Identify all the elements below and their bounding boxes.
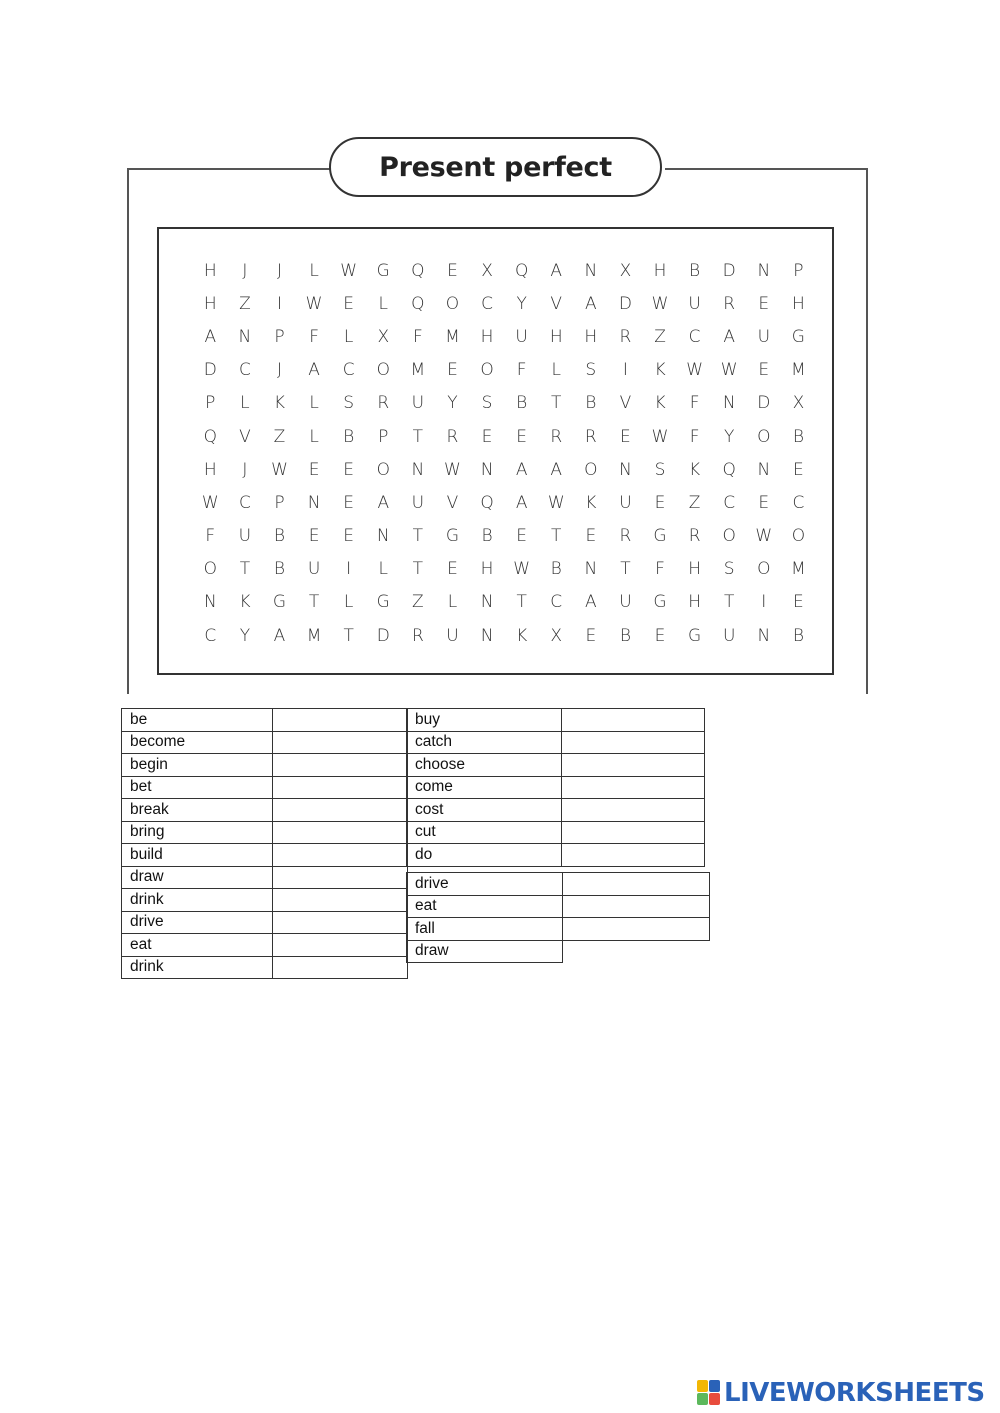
grid-letter[interactable]: R xyxy=(619,526,632,547)
grid-letter[interactable]: T xyxy=(412,559,424,580)
grid-letter[interactable]: H xyxy=(688,559,701,580)
grid-letter[interactable]: S xyxy=(343,393,355,414)
table-row xyxy=(407,844,705,867)
grid-letter[interactable]: A xyxy=(723,326,736,347)
grid-letter[interactable]: W xyxy=(547,492,565,513)
grid-letter[interactable]: P xyxy=(274,326,285,347)
table-row xyxy=(122,956,408,979)
answer-input-cell[interactable] xyxy=(273,911,408,934)
grid-letter[interactable]: L xyxy=(309,426,319,447)
liveworksheets-logo-icon xyxy=(697,1380,721,1406)
grid-letter[interactable]: D xyxy=(203,360,217,381)
grid-letter[interactable]: N xyxy=(757,459,771,480)
grid-letter[interactable]: C xyxy=(688,326,701,347)
answer-input-cell[interactable] xyxy=(273,934,408,957)
table-row xyxy=(122,844,408,867)
answer-input-cell[interactable] xyxy=(562,709,705,732)
grid-letter[interactable]: T xyxy=(724,592,735,613)
grid-letter[interactable]: U xyxy=(619,492,632,513)
grid-letter[interactable]: L xyxy=(343,592,354,613)
table-row xyxy=(122,754,408,777)
grid-letter[interactable]: I xyxy=(622,360,628,381)
grid-letter[interactable]: K xyxy=(654,393,666,414)
grid-letter[interactable]: D xyxy=(618,293,632,314)
grid-letter[interactable]: G xyxy=(653,592,667,613)
grid-letter[interactable]: P xyxy=(378,426,389,447)
grid-letter[interactable]: R xyxy=(584,426,597,447)
grid-letter[interactable]: H xyxy=(480,326,494,347)
grid-letter[interactable]: Q xyxy=(514,260,529,281)
grid-letter[interactable]: C xyxy=(550,592,563,613)
title-banner xyxy=(329,137,662,197)
grid-letter[interactable]: E xyxy=(447,559,458,580)
answer-input-cell[interactable] xyxy=(562,776,705,799)
table-row xyxy=(407,821,705,844)
verb-cell: choose xyxy=(407,754,562,777)
grid-letter[interactable]: E xyxy=(793,592,804,613)
verb-cell: buy xyxy=(407,709,562,732)
grid-letter[interactable]: T xyxy=(308,592,320,613)
grid-letter[interactable]: T xyxy=(412,426,424,447)
grid-letter[interactable]: C xyxy=(204,625,217,646)
answer-input-cell[interactable] xyxy=(563,873,710,896)
grid-letter[interactable]: N xyxy=(757,260,771,281)
grid-letter[interactable]: F xyxy=(655,559,665,580)
verb-cell: bet xyxy=(122,776,273,799)
verb-cell: drive xyxy=(407,873,563,896)
grid-letter[interactable]: M xyxy=(306,625,322,646)
grid-letter[interactable]: B xyxy=(273,559,286,580)
grid-letter[interactable]: C xyxy=(238,360,251,381)
grid-letter[interactable]: S xyxy=(723,559,735,580)
grid-letter[interactable]: C xyxy=(342,360,355,381)
grid-letter[interactable]: U xyxy=(446,625,459,646)
grid-letter[interactable]: C xyxy=(481,293,493,314)
grid-letter[interactable]: G xyxy=(688,625,702,646)
grid-letter[interactable]: B xyxy=(585,393,597,414)
grid-letter[interactable]: K xyxy=(585,492,597,513)
grid-letter[interactable]: Z xyxy=(273,426,286,447)
table-row xyxy=(407,873,710,896)
grid-letter[interactable]: N xyxy=(203,592,217,613)
grid-letter[interactable]: H xyxy=(791,293,805,314)
verb-cell: build xyxy=(122,844,273,867)
grid-letter[interactable]: C xyxy=(792,492,805,513)
verb-cell: draw xyxy=(122,866,273,889)
grid-letter[interactable]: W xyxy=(271,459,288,480)
grid-letter[interactable]: X xyxy=(619,260,632,281)
grid-letter[interactable]: R xyxy=(619,326,632,347)
grid-letter[interactable]: W xyxy=(720,360,738,381)
table-row xyxy=(407,776,705,799)
grid-letter[interactable]: T xyxy=(551,393,562,414)
answer-input-cell[interactable] xyxy=(273,731,408,754)
grid-letter[interactable]: H xyxy=(688,592,701,613)
grid-letter[interactable]: N xyxy=(757,625,771,646)
grid-letter[interactable]: U xyxy=(688,293,701,314)
grid-letter[interactable]: L xyxy=(309,260,319,281)
grid-letter[interactable]: N xyxy=(411,459,425,480)
grid-letter[interactable]: M xyxy=(791,559,806,580)
grid-letter[interactable]: V xyxy=(239,426,251,447)
grid-letter[interactable]: N xyxy=(480,459,494,480)
verb-cell: drink xyxy=(122,889,273,912)
grid-letter[interactable]: K xyxy=(239,592,251,613)
grid-letter[interactable]: A xyxy=(550,260,563,281)
answer-input-cell[interactable] xyxy=(273,889,408,912)
grid-letter[interactable]: B xyxy=(792,625,804,646)
grid-letter[interactable]: O xyxy=(203,559,217,580)
grid-letter[interactable]: E xyxy=(758,492,770,513)
verb-cell: break xyxy=(122,799,273,822)
grid-letter[interactable]: P xyxy=(793,260,804,281)
grid-letter[interactable]: E xyxy=(516,426,528,447)
table-row xyxy=(122,776,408,799)
table-row xyxy=(122,709,408,732)
grid-letter[interactable]: Z xyxy=(688,492,701,513)
page-title: Present perfect xyxy=(379,151,612,183)
grid-letter[interactable]: F xyxy=(412,326,423,347)
grid-letter[interactable]: A xyxy=(515,459,528,480)
grid-letter[interactable]: H xyxy=(203,459,217,480)
grid-letter[interactable]: I xyxy=(346,559,352,580)
grid-letter[interactable]: R xyxy=(688,526,701,547)
grid-letter[interactable]: O xyxy=(722,526,736,547)
grid-letter[interactable]: N xyxy=(619,459,632,480)
answer-input-cell[interactable] xyxy=(273,754,408,777)
grid-letter[interactable]: B xyxy=(550,559,562,580)
grid-letter[interactable]: A xyxy=(308,360,320,381)
grid-letter[interactable]: O xyxy=(757,426,771,447)
answer-input-cell[interactable] xyxy=(273,866,408,889)
verb-cell: eat xyxy=(122,934,273,957)
grid-letter[interactable]: A xyxy=(550,459,563,480)
grid-letter[interactable]: O xyxy=(757,559,771,580)
grid-letter[interactable]: L xyxy=(447,592,458,613)
grid-letter[interactable]: X xyxy=(792,393,805,414)
grid-letter[interactable]: T xyxy=(412,526,424,547)
grid-letter[interactable]: T xyxy=(551,526,562,547)
grid-letter[interactable]: E xyxy=(758,360,770,381)
grid-letter[interactable]: E xyxy=(343,526,355,547)
grid-letter[interactable]: A xyxy=(515,492,528,513)
grid-letter[interactable]: R xyxy=(377,393,390,414)
verb-cell: become xyxy=(122,731,273,754)
grid-letter[interactable]: U xyxy=(307,559,321,580)
grid-letter[interactable]: I xyxy=(276,293,282,314)
frame-top-left-line xyxy=(127,168,330,170)
grid-letter[interactable]: C xyxy=(238,492,251,513)
frame-top-right-line xyxy=(665,168,868,170)
grid-letter[interactable]: O xyxy=(791,526,806,547)
grid-letter[interactable]: U xyxy=(722,625,736,646)
word-search-grid xyxy=(193,254,816,652)
verb-cell: drink xyxy=(122,956,273,979)
answer-input-cell[interactable] xyxy=(562,731,705,754)
grid-letter[interactable]: R xyxy=(411,625,424,646)
grid-letter[interactable]: A xyxy=(204,326,217,347)
verb-cell: catch xyxy=(407,731,562,754)
grid-letter[interactable]: X xyxy=(377,326,390,347)
verb-cell: come xyxy=(407,776,562,799)
grid-letter[interactable]: T xyxy=(516,592,527,613)
grid-letter[interactable]: N xyxy=(307,492,321,513)
grid-letter[interactable]: Q xyxy=(411,293,425,314)
grid-letter[interactable]: A xyxy=(585,592,597,613)
grid-letter[interactable]: S xyxy=(481,393,493,414)
grid-letter[interactable]: W xyxy=(340,260,358,281)
grid-letter[interactable]: G xyxy=(272,592,287,613)
grid-letter[interactable]: W xyxy=(686,360,704,381)
grid-letter[interactable]: H xyxy=(584,326,598,347)
grid-letter[interactable]: O xyxy=(480,360,494,381)
grid-letter[interactable]: B xyxy=(516,393,528,414)
answer-input-cell[interactable] xyxy=(562,799,705,822)
grid-letter[interactable]: U xyxy=(619,592,632,613)
grid-letter[interactable]: Y xyxy=(239,625,251,646)
grid-letter[interactable]: B xyxy=(273,526,286,547)
table-row xyxy=(407,754,705,777)
grid-letter[interactable]: D xyxy=(376,625,390,646)
table-row xyxy=(407,895,710,918)
grid-letter[interactable]: H xyxy=(203,293,217,314)
grid-letter[interactable]: H xyxy=(653,260,667,281)
grid-letter[interactable]: H xyxy=(549,326,563,347)
grid-letter[interactable]: S xyxy=(654,459,666,480)
grid-letter[interactable]: T xyxy=(239,559,251,580)
grid-letter[interactable]: N xyxy=(480,625,494,646)
grid-letter[interactable]: J xyxy=(242,459,248,480)
grid-letter[interactable]: R xyxy=(723,293,736,314)
grid-letter[interactable]: B xyxy=(481,526,493,547)
grid-letter[interactable]: F xyxy=(516,360,527,381)
grid-letter[interactable]: R xyxy=(446,426,459,447)
grid-letter[interactable]: F xyxy=(689,393,700,414)
verb-cell: begin xyxy=(122,754,273,777)
grid-letter[interactable]: Y xyxy=(447,393,458,414)
grid-letter[interactable]: Q xyxy=(722,459,736,480)
verb-cell: cut xyxy=(407,821,562,844)
grid-letter[interactable]: Q xyxy=(411,260,425,281)
grid-letter[interactable]: L xyxy=(551,360,561,381)
grid-letter[interactable]: W xyxy=(305,293,323,314)
grid-letter[interactable]: O xyxy=(376,459,390,480)
grid-letter[interactable]: W xyxy=(651,293,669,314)
verb-cell: draw xyxy=(407,940,563,963)
table-row xyxy=(122,731,408,754)
answer-input-cell[interactable] xyxy=(273,776,408,799)
grid-letter[interactable]: X xyxy=(481,260,493,281)
grid-letter[interactable]: H xyxy=(480,559,494,580)
grid-letter[interactable]: E xyxy=(654,625,666,646)
grid-letter[interactable]: E xyxy=(308,459,320,480)
grid-letter[interactable]: N xyxy=(584,559,598,580)
grid-letter[interactable]: E xyxy=(481,426,493,447)
grid-letter[interactable]: P xyxy=(205,393,216,414)
frame-right-line xyxy=(866,168,868,694)
grid-letter[interactable]: Y xyxy=(516,293,527,314)
answer-input-cell[interactable] xyxy=(562,844,705,867)
grid-letter[interactable]: Z xyxy=(239,293,251,314)
answer-input-cell[interactable] xyxy=(563,895,710,918)
table-row xyxy=(407,918,710,941)
verb-cell: fall xyxy=(407,918,563,941)
grid-letter[interactable]: E xyxy=(343,293,355,314)
grid-letter[interactable]: N xyxy=(376,526,390,547)
verb-cell: bring xyxy=(122,821,273,844)
grid-letter[interactable]: P xyxy=(274,492,285,513)
verb-cell: cost xyxy=(407,799,562,822)
grid-letter[interactable]: E xyxy=(585,526,597,547)
grid-letter[interactable]: L xyxy=(343,326,354,347)
grid-letter[interactable]: A xyxy=(377,492,390,513)
grid-letter[interactable]: T xyxy=(620,559,631,580)
grid-letter[interactable]: N xyxy=(238,326,252,347)
table-row xyxy=(122,889,408,912)
grid-letter[interactable]: E xyxy=(793,459,804,480)
grid-letter[interactable]: B xyxy=(619,625,631,646)
grid-letter[interactable]: X xyxy=(550,625,563,646)
grid-letter[interactable]: S xyxy=(585,360,597,381)
grid-letter[interactable]: E xyxy=(585,625,597,646)
grid-letter[interactable]: F xyxy=(309,326,319,347)
grid-letter[interactable]: L xyxy=(309,393,319,414)
grid-letter[interactable]: K xyxy=(273,393,286,414)
grid-letter[interactable]: G xyxy=(653,526,667,547)
table-row xyxy=(407,709,705,732)
liveworksheets-logo[interactable] xyxy=(697,1378,985,1408)
grid-letter[interactable]: F xyxy=(689,426,700,447)
grid-letter[interactable]: Y xyxy=(724,426,735,447)
grid-letter[interactable]: Q xyxy=(480,492,494,513)
grid-letter[interactable]: W xyxy=(201,492,219,513)
grid-letter[interactable]: Z xyxy=(654,326,666,347)
grid-letter[interactable]: V xyxy=(550,293,563,314)
grid-letter[interactable]: E xyxy=(343,459,355,480)
grid-letter[interactable]: E xyxy=(447,360,458,381)
grid-letter[interactable]: V xyxy=(446,492,459,513)
table-row xyxy=(407,799,705,822)
grid-letter[interactable]: K xyxy=(654,360,666,381)
grid-letter[interactable]: W xyxy=(444,459,461,480)
grid-letter[interactable]: T xyxy=(343,625,354,646)
grid-letter[interactable]: G xyxy=(445,526,460,547)
answer-input-cell[interactable] xyxy=(562,754,705,777)
grid-letter[interactable]: Q xyxy=(203,426,217,447)
grid-letter[interactable]: G xyxy=(376,592,390,613)
grid-letter[interactable]: N xyxy=(584,260,598,281)
grid-letter[interactable]: O xyxy=(445,293,460,314)
table-row xyxy=(122,934,408,957)
grid-letter[interactable]: M xyxy=(791,360,806,381)
verb-table-right-bottom xyxy=(406,872,710,963)
verb-table-right-top xyxy=(406,708,705,867)
answer-input-cell[interactable] xyxy=(273,799,408,822)
verb-cell: do xyxy=(407,844,562,867)
grid-letter[interactable]: G xyxy=(791,326,805,347)
grid-letter[interactable]: M xyxy=(410,360,426,381)
table-row xyxy=(122,799,408,822)
grid-letter[interactable]: C xyxy=(723,492,736,513)
table-row xyxy=(122,866,408,889)
verb-cell: be xyxy=(122,709,273,732)
grid-letter[interactable]: I xyxy=(761,592,767,613)
grid-letter[interactable]: K xyxy=(516,625,528,646)
grid-letter[interactable]: F xyxy=(205,526,216,547)
grid-letter[interactable]: N xyxy=(722,393,736,414)
grid-letter[interactable]: Z xyxy=(412,592,424,613)
grid-letter[interactable]: U xyxy=(238,526,252,547)
grid-letter[interactable]: N xyxy=(480,592,494,613)
grid-letter[interactable]: U xyxy=(411,393,425,414)
grid-letter[interactable]: E xyxy=(654,492,666,513)
grid-letter[interactable]: A xyxy=(273,625,286,646)
answer-input-cell[interactable] xyxy=(273,956,408,979)
table-row xyxy=(407,940,710,963)
grid-letter[interactable]: B xyxy=(689,260,701,281)
grid-letter[interactable]: E xyxy=(447,260,458,281)
grid-letter[interactable]: M xyxy=(445,326,460,347)
frame-left-line xyxy=(127,168,129,694)
verb-cell: eat xyxy=(407,895,563,918)
verb-cell: drive xyxy=(122,911,273,934)
grid-letter[interactable]: J xyxy=(276,360,282,381)
answer-input-cell[interactable] xyxy=(273,844,408,867)
table-row xyxy=(407,731,705,754)
grid-letter[interactable]: J xyxy=(242,260,248,281)
grid-letter[interactable]: E xyxy=(308,526,320,547)
grid-letter[interactable]: W xyxy=(755,526,773,547)
grid-letter[interactable]: E xyxy=(758,293,770,314)
grid-letter[interactable]: L xyxy=(240,393,250,414)
grid-letter[interactable]: U xyxy=(515,326,528,347)
grid-letter[interactable]: J xyxy=(276,260,282,281)
verb-table-left xyxy=(121,708,408,979)
grid-letter[interactable]: U xyxy=(411,492,425,513)
grid-letter[interactable]: D xyxy=(757,393,771,414)
grid-letter[interactable]: L xyxy=(378,293,388,314)
grid-letter[interactable]: V xyxy=(619,393,632,414)
grid-letter[interactable]: K xyxy=(689,459,701,480)
grid-letter[interactable]: E xyxy=(343,492,355,513)
grid-letter[interactable]: B xyxy=(343,426,355,447)
grid-letter[interactable]: R xyxy=(550,426,563,447)
grid-letter[interactable]: E xyxy=(620,426,631,447)
grid-letter[interactable]: O xyxy=(584,459,598,480)
grid-letter[interactable]: O xyxy=(376,360,390,381)
grid-letter[interactable]: A xyxy=(585,293,597,314)
answer-input-cell[interactable] xyxy=(562,821,705,844)
grid-letter[interactable]: E xyxy=(516,526,528,547)
logo-text: LIVEWORKSHEETS xyxy=(724,1378,985,1408)
grid-letter[interactable]: H xyxy=(203,260,217,281)
answer-input-cell[interactable] xyxy=(563,918,710,941)
grid-letter[interactable]: W xyxy=(513,559,531,580)
answer-input-cell[interactable] xyxy=(273,821,408,844)
grid-letter[interactable]: G xyxy=(376,260,390,281)
grid-letter[interactable]: U xyxy=(757,326,771,347)
grid-letter[interactable]: L xyxy=(378,559,388,580)
grid-letter[interactable]: W xyxy=(651,426,669,447)
grid-letter[interactable]: B xyxy=(792,426,804,447)
table-row xyxy=(122,821,408,844)
answer-input-cell[interactable] xyxy=(273,709,408,732)
table-row xyxy=(122,911,408,934)
grid-letter[interactable]: D xyxy=(722,260,736,281)
